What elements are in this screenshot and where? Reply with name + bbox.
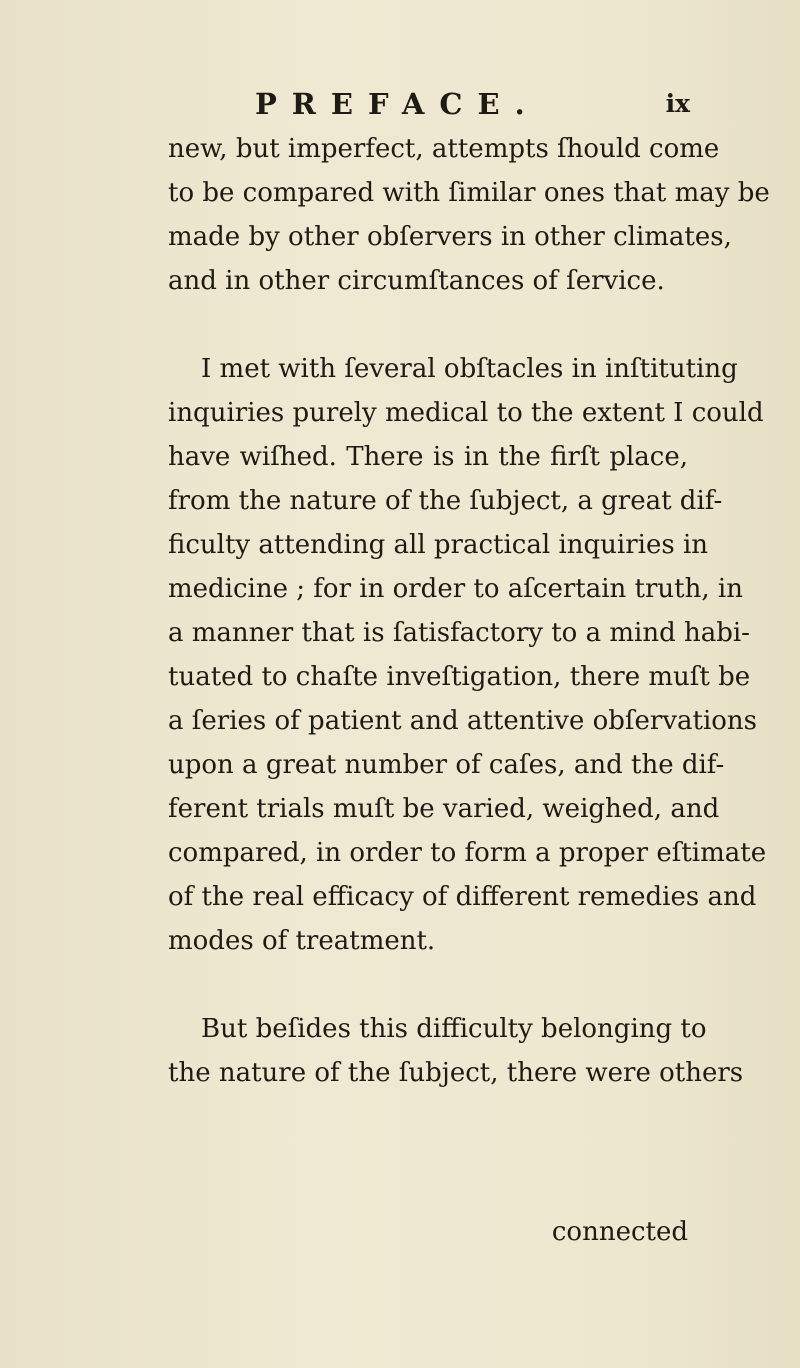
text-line: a manner that is ſatisfactory to a mind habi- bbox=[168, 618, 750, 648]
text-line: made by other obſervers in other climates, bbox=[168, 222, 732, 252]
text-line: modes of treatment. bbox=[168, 926, 436, 956]
body-text bbox=[168, 127, 770, 1095]
page-number: ix bbox=[665, 89, 690, 118]
text-line: ficulty attending all practical inquiries in bbox=[168, 530, 709, 560]
text-line: from the nature of the ſubject, a great dif- bbox=[168, 486, 723, 516]
paragraph-gap bbox=[168, 963, 688, 1007]
text-line: upon a great number of caſes, and the dif- bbox=[168, 750, 725, 780]
text-line: inquiries purely medical to the extent I could bbox=[168, 398, 764, 428]
text-line: compared, in order to form a proper eſtimate bbox=[168, 838, 767, 868]
text-line: of the real efficacy of different remedies and bbox=[168, 882, 757, 912]
text-line: have wiſhed. There is in the firſt place, bbox=[168, 442, 688, 472]
text-line: tuated to chaſte inveſtigation, there muſt be bbox=[168, 662, 751, 692]
text-line: ferent trials muſt be varied, weighed, and bbox=[168, 794, 720, 824]
text-line: to be compared with ſimilar ones that may be bbox=[168, 178, 770, 208]
text-line: and in other circumſtances of ſervice. bbox=[168, 266, 665, 296]
paragraph bbox=[168, 1007, 744, 1095]
running-head bbox=[255, 86, 690, 122]
text-line: new, but imperfect, attempts ſhould come bbox=[168, 134, 720, 164]
text-line: the nature of the ſubject, there were others bbox=[168, 1058, 744, 1088]
text-line: medicine ; for in order to aſcertain truth, in bbox=[168, 574, 743, 604]
running-head-title: PREFACE. bbox=[255, 87, 540, 121]
text-line: I met with ſeveral obſtacles in inſtituting bbox=[201, 354, 738, 384]
paragraph bbox=[168, 347, 767, 963]
catchword: connected bbox=[551, 1217, 688, 1247]
text-line: But beſides this difficulty belonging to bbox=[201, 1014, 707, 1044]
paragraph-gap bbox=[168, 303, 688, 347]
paragraph bbox=[168, 127, 770, 303]
text-line: a ſeries of patient and attentive obſervations bbox=[168, 706, 758, 736]
